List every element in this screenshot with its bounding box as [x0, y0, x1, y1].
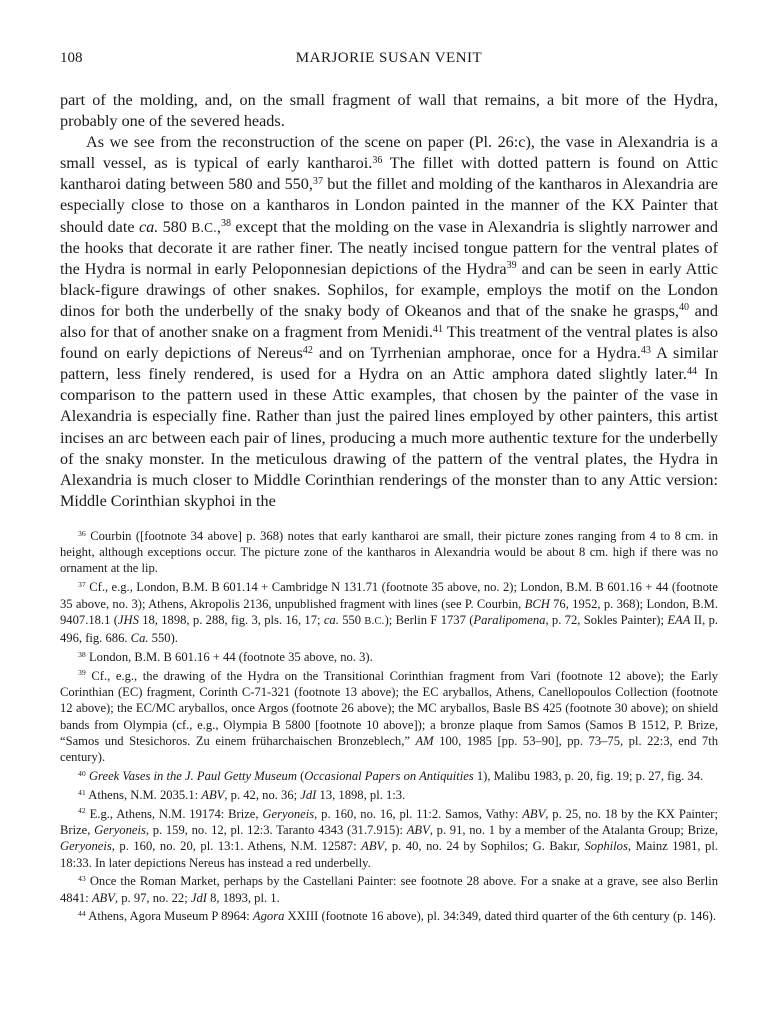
page — [60, 48, 718, 927]
running-head — [60, 48, 718, 72]
paragraph-1: part of the molding, and, on the small fragment of wall that remains, a bit more of the Hydra, probably one of the severed heads. — [60, 91, 718, 131]
footnote-40: $^{40}$ Greek Vases in the J. Paul Getty Museum (Occasional Papers on Antiquities 1), Malibu 1983, p. 20, fig. 19; p. 27, fig. 34. — [78, 768, 704, 784]
body-text — [60, 90, 718, 512]
footnote-ref-39[interactable]: 39 — [506, 260, 517, 272]
footnote-44: $^{44}$ Athens, Agora Museum P 8964: Agora XXIII (footnote 16 above), pl. 34:349, dated third quarter of the 6th century (p. 146). — [78, 909, 716, 924]
footnote-ref-42[interactable]: 42 — [302, 344, 313, 356]
footnote-42: $^{42}$ E.g., Athens, N.M. 19174: Brize, Geryoneis, p. 160, no. 16, pl. 11:2. Samos, Vathy: ABV, p. 25, no. 18 by the KX Painter; Brize, Geryoneis, p. 159, no. 12, pl. 12:3. Taranto 4343 (31.7.915): ABV, p. 91, no. 1 by a member of the Atalanta Group; Brize, Geryoneis, p. 160, no. 20, pl. 13:1. Athens, N.M. 12587: ABV, p. 40, no. 24 by Sophilos; G. Bakır, Sophilos, Mainz 1981, pl. 18:33. In later depictions Nereus has instead a red underbelly. — [60, 806, 718, 870]
footnote-ref-44[interactable]: 44 — [686, 365, 697, 377]
footnote-37: $^{37}$ Cf., e.g., London, B.M. B 601.14 + Cambridge N 131.71 (footnote 35 above, no. 2); London, B.M. B 601.16 + 44 (footnote 35 above, no. 3); Athens, Akropolis 2136, unpublished fragment with lines (see P. Courbin, BCH 76, 1952, p. 368); London, B.M. 9407.18.1 (JHS 18, 1898, p. 288, fig. 3, pls. 16, 17; ca. 550 B.C.); Berlin F 1737 (Paralipomena, p. 72, Sokles Painter); EAA II, p. 496, fig. 686. Ca. 550). — [60, 579, 719, 646]
footnote-43: $^{43}$ Once the Roman Market, perhaps by the Castellani Painter: see footnote 28 above. For a snake at a grave, see also Berlin 4841: ABV, p. 97, no. 22; JdI 8, 1893, pl. 1. — [60, 874, 719, 905]
footnote-ref-37[interactable]: 37 — [312, 175, 323, 187]
footnote-ref-38[interactable]: 38 — [220, 218, 231, 230]
footnote-39: $^{39}$ Cf., e.g., the drawing of the Hydra on the Transitional Corinthian fragment from Vari (footnote 12 above); the Early Corinthian (EC) fragment, Corinth C-71-321 (footnote 13 above); the EC aryballos, Athens, Canellopoulos Collection (footnote 12 above); the EC/MC aryballos, once Argos (footnote 26 above); the MC aryballos, Basle BS 425 (footnote 30 above); on shield bands from Olympia (cf., e.g., Olympia B 5800 [footnote 10 above]); a bronze plaque from Samos (Samos B 1512, P. Brize, “Samos und Stesichoros. Zu einem früharchaischen Bronzeblech,” AM 100, 1985 [pp. 53–90], pp. 73–75, pl. 22:3, end 7th century). — [60, 668, 718, 765]
running-title: MARJORIE SUSAN VENIT — [295, 50, 483, 66]
page-number: 108 — [60, 50, 83, 66]
footnote-38: $^{38}$ London, B.M. B 601.16 + 44 (footnote 35 above, no. 3). — [78, 649, 373, 664]
footnotes — [60, 528, 718, 925]
footnote-36: $^{36}$ Courbin ([footnote 34 above] p. 368) notes that early kantharoi are small, their picture zones ranging from 4 to 8 cm. in height, although exceptions occur. The picture zone of the kantharos in Alexandria would be about 8 cm. high if there was no ornament at the lip. — [60, 528, 718, 576]
footnote-41: $^{41}$ Athens, N.M. 2035.1: ABV, p. 42, no. 36; JdI 13, 1898, pl. 1:3. — [78, 787, 406, 802]
paragraph-2: As we see from the reconstruction of the scene on paper (Pl. 26:c), the vase in Alexandria is a small vessel, as is typical of early kantharoi.$^{36}$ The fillet with dotted pattern is found on Attic kantharoi dating between 580 and 550,37 but the fillet and molding of the kantharos in Alexandria are especially close to those on a kantharos in London painted in the manner of the KX Painter that should date ca. 580 B.C.,$^{38}$ except that the molding on the vase in Alexandria is slightly narrower and the hooks that decorate it are rather finer. The neatly incised tongue pattern for the ventral plates of the Hydra is normal in early Peloponnesian depictions of the Hydra$^{39}$ and can be seen in early Attic black-figure drawings of other snakes. Sophilos, for example, employs the motif on the London dinos for both the underbelly of the snaky body of Okeanos and that of the snake he grasps,$^{40}$ and also for that of another snake on a fragment from Menidi.$^{41}$ This treatment of the ventral plates is also found on early depictions of Nereus$^{42}$ and on Tyrrhenian amphorae, once for a Hydra.$^{43}$ A similar pattern, less finely rendered, is used for a Hydra on an Attic amphora dated slightly later.$^{44}$ In comparison to the pattern used in these Attic examples, that chosen by the painter of the vase in Alexandria is especially fine. Rather than just the paired lines employed by other painters, this artist incises an arc between each pair of lines, producing a much more authentic texture for the underbelly of the snaky monster. In the meticulous drawing of the pattern of the ventral plates, the Hydra in Alexandria is much closer to Middle Corinthian renderings of the monster than to any Attic version: Middle Corinthian skyphoi in the — [60, 133, 718, 510]
footnote-ref-41[interactable]: 41 — [432, 323, 443, 335]
footnote-ref-43[interactable]: 43 — [640, 344, 651, 356]
footnote-ref-40[interactable]: 40 — [678, 302, 690, 314]
footnote-ref-36[interactable]: 36 — [372, 154, 383, 166]
